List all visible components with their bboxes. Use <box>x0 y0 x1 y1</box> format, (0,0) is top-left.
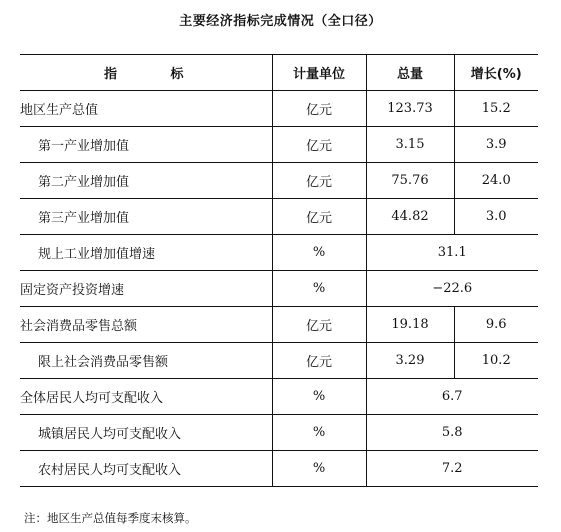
row-label: 社会消费品零售总额 <box>20 307 272 343</box>
header-indicator-part1: 指 <box>104 67 118 82</box>
page-title: 主要经济指标完成情况（全口径） <box>179 14 382 29</box>
row-unit: % <box>272 271 366 307</box>
table-row <box>20 163 538 199</box>
table-row <box>20 127 538 163</box>
row-label: 固定资产投资增速 <box>20 271 272 307</box>
row-growth: 10.2 <box>454 343 538 379</box>
row-total: 123.73 <box>366 91 454 127</box>
row-unit: 亿元 <box>272 163 366 199</box>
header-indicator-part2: 标 <box>170 67 184 82</box>
row-unit: 亿元 <box>272 127 366 163</box>
row-unit: % <box>272 379 366 415</box>
row-value: 5.8 <box>366 415 538 451</box>
header-indicator <box>20 55 272 91</box>
header-growth: 增长(%) <box>454 55 538 91</box>
row-label: 地区生产总值 <box>20 91 272 127</box>
row-unit: % <box>272 451 366 487</box>
row-unit: 亿元 <box>272 343 366 379</box>
row-label: 第三产业增加值 <box>20 199 272 235</box>
row-unit: % <box>272 415 366 451</box>
row-label: 规上工业增加值增速 <box>20 235 272 271</box>
row-value: 31.1 <box>366 235 538 271</box>
row-unit: 亿元 <box>272 199 366 235</box>
row-label: 第一产业增加值 <box>20 127 272 163</box>
header-total: 总量 <box>366 55 454 91</box>
row-label: 农村居民人均可支配收入 <box>20 451 272 487</box>
row-total: 3.29 <box>366 343 454 379</box>
row-growth: 24.0 <box>454 163 538 199</box>
table-row <box>20 415 538 451</box>
row-growth: 15.2 <box>454 91 538 127</box>
header-unit: 计量单位 <box>272 55 366 91</box>
table-row <box>20 91 538 127</box>
row-growth: 3.0 <box>454 199 538 235</box>
row-unit: 亿元 <box>272 307 366 343</box>
row-label: 限上社会消费品零售额 <box>20 343 272 379</box>
table-row <box>20 379 538 415</box>
table-row <box>20 199 538 235</box>
row-total: 3.15 <box>366 127 454 163</box>
row-total: 19.18 <box>366 307 454 343</box>
table-row <box>20 343 538 379</box>
table-row <box>20 235 538 271</box>
indicator-table <box>20 54 538 487</box>
row-total: 44.82 <box>366 199 454 235</box>
row-growth: 3.9 <box>454 127 538 163</box>
table-row <box>20 307 538 343</box>
row-label: 全体居民人均可支配收入 <box>20 379 272 415</box>
table-row <box>20 451 538 487</box>
row-label: 第二产业增加值 <box>20 163 272 199</box>
row-value: −22.6 <box>366 271 538 307</box>
row-growth: 9.6 <box>454 307 538 343</box>
table-row <box>20 271 538 307</box>
row-value: 7.2 <box>366 451 538 487</box>
row-unit: % <box>272 235 366 271</box>
row-total: 75.76 <box>366 163 454 199</box>
row-value: 6.7 <box>366 379 538 415</box>
row-label: 城镇居民人均可支配收入 <box>20 415 272 451</box>
row-unit: 亿元 <box>272 91 366 127</box>
footnote: 注：地区生产总值每季度末核算。 <box>24 511 197 525</box>
table-header-row <box>20 55 538 91</box>
